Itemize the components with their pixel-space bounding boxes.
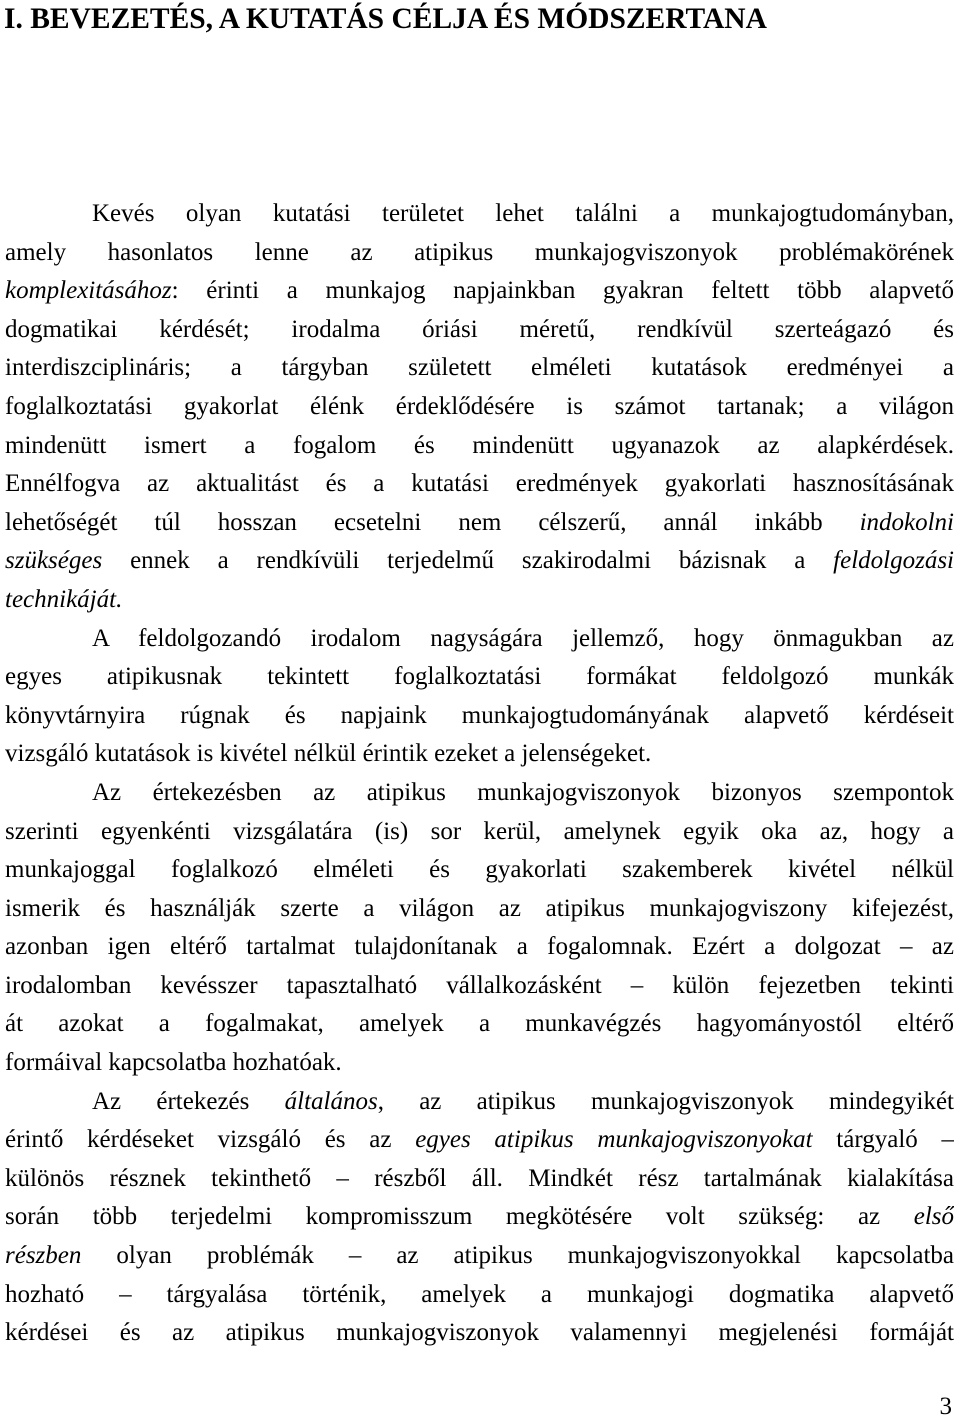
- text-line: vizsgáló kutatások is kivétel nélkül érintik ezeket a jelenségeket.: [5, 740, 652, 768]
- text-line: dogmatikai kérdését; irodalma óriási méretű, rendkívül szerteágazó és: [5, 315, 954, 343]
- page-number: 3: [939, 1393, 952, 1420]
- text-line: egyes atipikusnak tekintett foglalkoztatási formákat feldolgozó munkák: [5, 663, 954, 691]
- text-line: szerinti egyenkénti vizsgálatára (is) sor kerül, amelynek egyik oka az, hogy a: [5, 817, 954, 845]
- text-line: komplexitásához: érinti a munkajog napjainkban gyakran feltett több alapvető: [5, 277, 954, 305]
- text-line: során több terjedelmi kompromisszum megkötésére volt szükség: az első: [5, 1203, 954, 1231]
- text-line: munkajoggal foglalkozó elméleti és gyakorlati szakemberek kivétel nélkül: [5, 856, 954, 884]
- text-line: ismerik és használják szerte a világon az atipikus munkajogviszony kifejezést,: [5, 894, 954, 922]
- text-line: Kevés olyan kutatási területet lehet találni a munkajogtudományban,: [92, 200, 954, 227]
- text-line: formáival kapcsolatba hozhatóak.: [5, 1049, 342, 1077]
- text-line: A feldolgozandó irodalom nagyságára jellemző, hogy önmagukban az: [92, 624, 954, 652]
- text-line: Az értekezésben az atipikus munkajogviszonyok bizonyos szempontok: [92, 778, 954, 806]
- text-line: szükséges ennek a rendkívüli terjedelmű szakirodalmi bázisnak a feldolgozási: [5, 547, 954, 575]
- text-line: Az értekezés általános, az atipikus munkajogviszonyok mindegyikét: [92, 1087, 954, 1115]
- text-line: foglalkoztatási gyakorlat élénk érdeklődésére is számot tartanak; a világon: [5, 392, 954, 420]
- text-line: kérdései és az atipikus munkajogviszonyok valamennyi megjelenési formáját: [5, 1319, 954, 1347]
- text-line: lehetőségét túl hosszan ecsetelni nem célszerű, annál inkább indokolni: [5, 508, 954, 536]
- text-line: Ennélfogva az aktualitást és a kutatási eredmények gyakorlati hasznosításának: [5, 470, 954, 498]
- text-line: azonban igen eltérő tartalmat tulajdonítanak a fogalomnak. Ezért a dolgozat – az: [5, 933, 954, 961]
- text-line: amely hasonlatos lenne az atipikus munkajogviszonyok problémakörének: [5, 238, 954, 266]
- text-line: részben olyan problémák – az atipikus munkajogviszonyokkal kapcsolatba: [5, 1242, 954, 1270]
- page-title: I. BEVEZETÉS, A KUTATÁS CÉLJA ÉS MÓDSZERTANA: [4, 3, 767, 35]
- text-line: könyvtárnyira rúgnak és napjaink munkajogtudományának alapvető kérdéseit: [5, 701, 954, 729]
- text-line: hozható – tárgyalása történik, amelyek a munkajogi dogmatika alapvető: [5, 1280, 954, 1308]
- text-line: irodalomban kevésszer tapasztalható vállalkozásként – külön fejezetben tekinti: [5, 971, 954, 999]
- text-line: mindenütt ismert a fogalom és mindenütt ugyanazok az alapkérdések.: [5, 431, 954, 459]
- text-line: különös résznek tekinthető – részből áll. Mindkét rész tartalmának kialakítása: [5, 1164, 954, 1192]
- text-line: érintő kérdéseket vizsgáló és az egyes atipikus munkajogviszonyokat tárgyaló –: [5, 1126, 954, 1154]
- body-text: [5, 195, 954, 1353]
- text-line: interdiszciplináris; a tárgyban született elméleti kutatások eredményei a: [5, 354, 954, 382]
- text-line: technikáját.: [5, 585, 123, 613]
- text-line: át azokat a fogalmakat, amelyek a munkavégzés hagyományostól eltérő: [5, 1010, 954, 1038]
